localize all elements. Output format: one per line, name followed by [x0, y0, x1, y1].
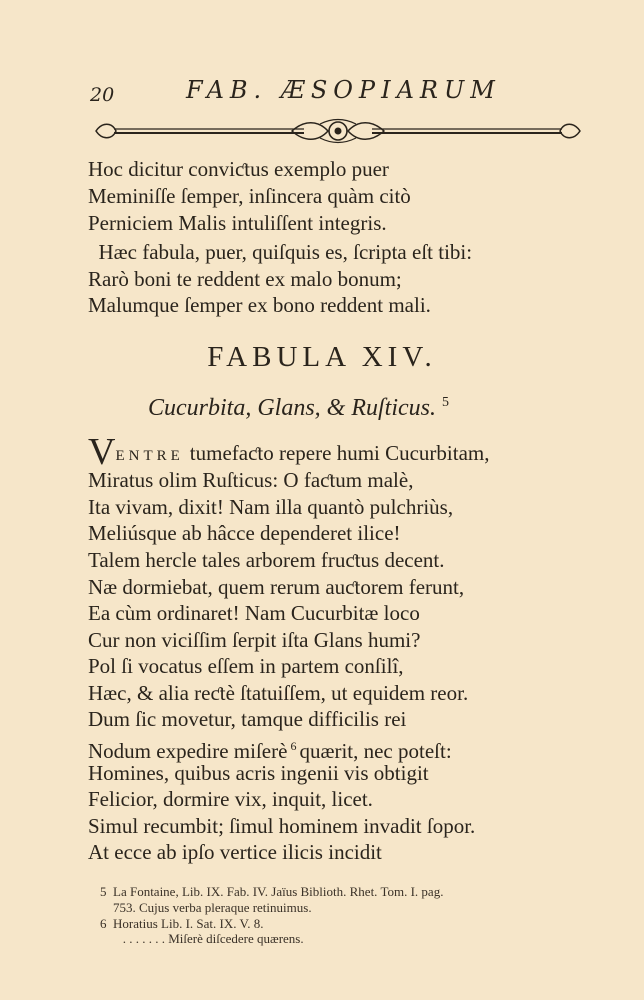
- verse-line: Dum ſic movetur, tamque difficilis rei: [88, 707, 407, 731]
- footnote-ref-5: 5: [442, 395, 449, 410]
- footnote-line: 5 La Fontaine, Lib. IX. Fab. IV. Jaïus Biblioth. Rhet. Tom. I. pag.: [100, 884, 444, 899]
- fable-title: FABULA XIV.: [207, 341, 437, 373]
- verse-line: Meliúsque ab hâcce dependeret ilice!: [88, 521, 401, 545]
- verse-line: Meminiſſe ſemper, inſincera quàm citò: [88, 184, 411, 208]
- verse-line: Cur non viciſſim ſerpit iſta Glans humi?: [88, 628, 421, 652]
- verse-line: Pol ſi vocatus eſſem in partem conſilî,: [88, 654, 404, 678]
- page-number: 20: [90, 84, 115, 106]
- running-title: FAB. ÆSOPIARUM: [186, 76, 501, 104]
- footnote-line: 753. Cujus verba pleraque retinuimus.: [100, 900, 312, 915]
- verse-line: Felicior, dormire vix, inquit, licet.: [88, 787, 373, 811]
- verse-segment: quærit, nec poteſt:: [299, 739, 452, 763]
- small-caps-word: ENTRE: [115, 448, 184, 464]
- verse-line-first: [88, 431, 490, 473]
- drop-cap: V: [88, 431, 116, 473]
- verse-segment: Nodum expedire miſerè: [88, 739, 288, 763]
- verse-line: Ea cùm ordinaret! Nam Cucurbitæ loco: [88, 601, 420, 625]
- footnote-ref-6: 6: [290, 739, 297, 753]
- verse-line: Rarò boni te reddent ex malo bonum;: [88, 267, 402, 291]
- verse-line: Miratus olim Ruſticus: O faƈtum malè,: [88, 468, 414, 492]
- verse-line: Ita vivam, dixit! Nam illa quantò pulchriùs,: [88, 495, 454, 519]
- fable-subtitle: [148, 395, 449, 422]
- verse-line: At ecce ab ipſo vertice ilicis incidit: [88, 840, 382, 864]
- verse-line: Malumque ſemper ex bono reddent mali.: [88, 293, 431, 317]
- verse-line: Simul recumbit; ſimul hominem invadit ſopor.: [88, 814, 476, 838]
- ornament-divider: [92, 118, 584, 146]
- verse-line: Hæc fabula, puer, quiſquis es, ſcripta eſt tibi:: [88, 240, 473, 264]
- verse-line: Hoc dicitur conviƈtus exemplo puer: [88, 157, 389, 181]
- footnote-line: 6 Horatius Lib. I. Sat. IX. V. 8.: [100, 916, 264, 931]
- verse-line: Hæc, & alia reƈtè ſtatuiſſem, ut equidem reor.: [88, 681, 469, 705]
- verse-line: Næ dormiebat, quem rerum auƈtorem ferunt,: [88, 575, 465, 599]
- verse-line: Homines, quibus acris ingenii vis obtigit: [88, 761, 429, 785]
- verse-line: Talem hercle tales arborem fruƈtus decent.: [88, 548, 445, 572]
- verse-line: Perniciem Malis intuliſſent integris.: [88, 211, 387, 235]
- first-line-rest: tumefaƈto repere humi Cucurbitam,: [189, 441, 490, 465]
- fable-subtitle-text: Cucurbita, Glans, & Ruſticus.: [148, 395, 436, 421]
- footnote-line: . . . . . . . Miſerè diſcedere quærens.: [100, 931, 304, 946]
